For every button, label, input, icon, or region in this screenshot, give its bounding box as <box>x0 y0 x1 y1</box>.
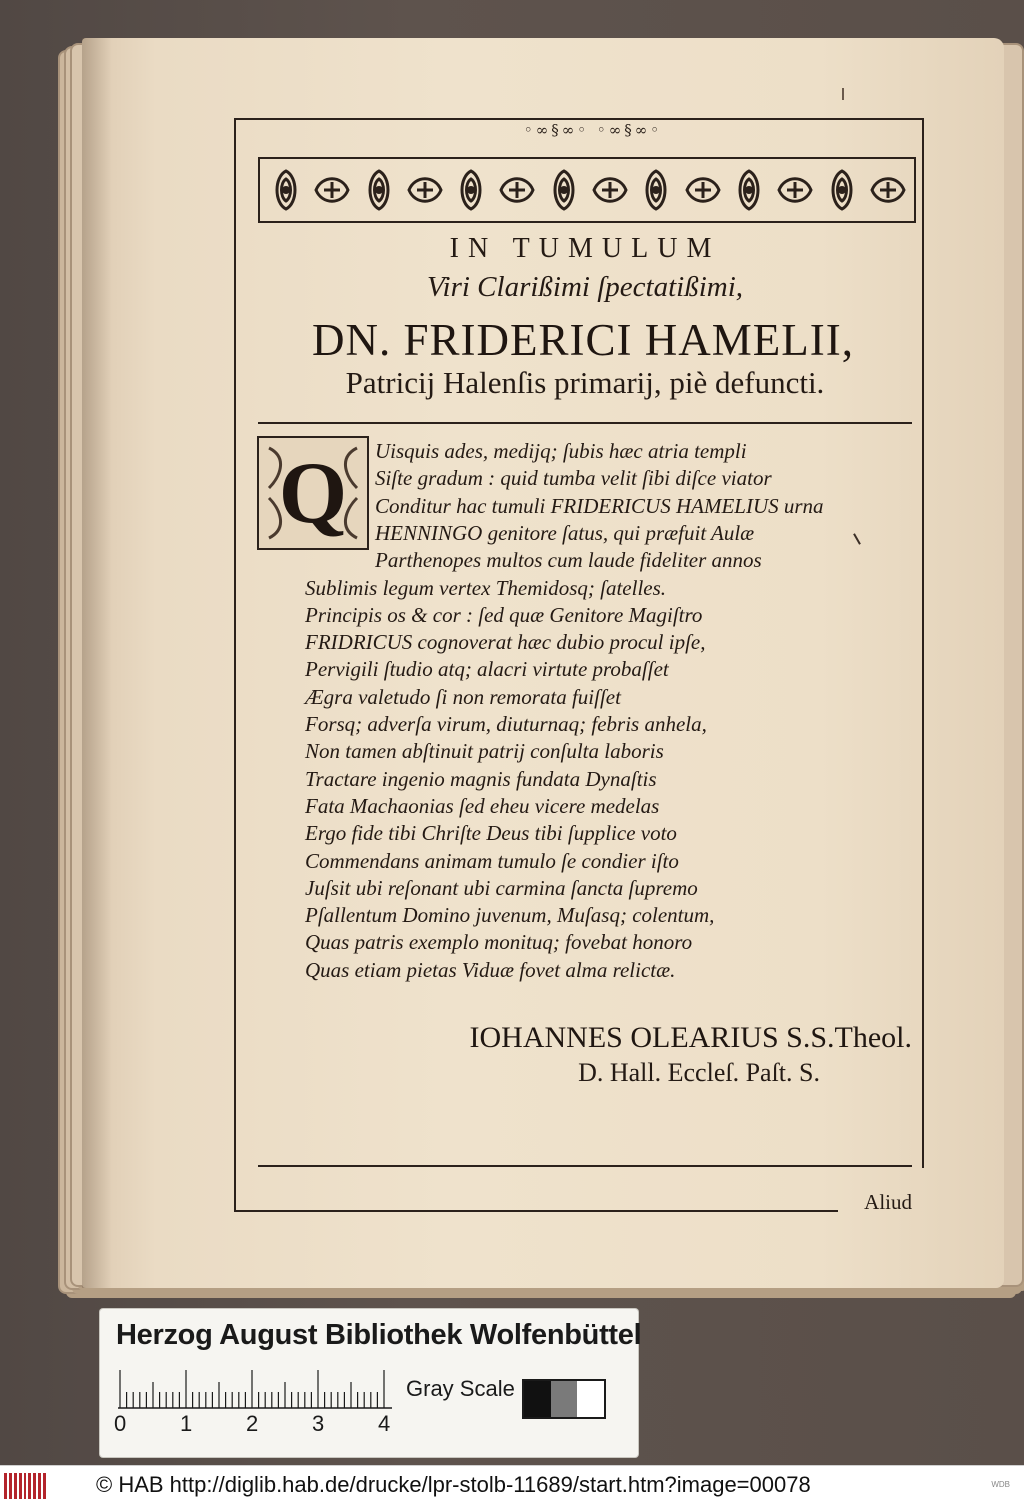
gray-swatch-gray <box>551 1381 578 1417</box>
ornamental-band <box>258 157 916 223</box>
color-reference-card <box>100 1309 642 1457</box>
poem-line: Pſallentum Domino juvenum, Muſasq; colentum, <box>305 903 715 928</box>
heading-rule <box>258 422 912 424</box>
frame-border-bottom-inner <box>258 1165 912 1167</box>
poem-line: Siſte gradum : quid tumba velit ſibi diſce viator <box>375 466 772 491</box>
author-title: D. Hall. Eccleſ. Paſt. S. <box>578 1058 820 1087</box>
heading-description: Patricij Halenſis primarij, piè defuncti. <box>345 365 825 400</box>
frame-border-bottom-outer <box>234 1210 838 1212</box>
poem-line: Non tamen abſtinuit patrij conſulta laboris <box>305 739 664 764</box>
ruler-number: 0 <box>114 1411 127 1436</box>
measuring-ruler <box>118 1369 392 1409</box>
poem-line: Parthenopes multos cum laude fideliter annos <box>375 548 762 573</box>
gray-swatch-black <box>524 1381 551 1417</box>
spine-shadow <box>82 38 112 1288</box>
ornament-tile-icon <box>773 165 817 215</box>
ornament-tile-icon <box>588 165 632 215</box>
ornament-tile-icon <box>542 165 586 215</box>
frame-border-right <box>922 118 924 1168</box>
decorated-initial <box>257 436 369 550</box>
poem-line: HENNINGO genitore ſatus, qui præfuit Aulæ <box>375 520 755 545</box>
ruler-number: 1 <box>180 1411 193 1436</box>
poem-line: Conditur hac tumuli FRIDERICUS HAMELIUS urna <box>375 493 824 518</box>
poem-line: Forsq; adverſa virum, diuturnaq; febris anhela, <box>305 712 707 736</box>
frame-border-top <box>234 118 924 120</box>
ornament-tile-icon <box>866 165 910 215</box>
initial-letter: Q <box>278 445 348 542</box>
poem-line: Fata Machaonias ſed eheu vicere medelas <box>305 793 660 818</box>
poem-line: Juſsit ubi reſonant ubi carmina ſancta ſupremo <box>305 875 698 900</box>
ornament-tile-icon <box>449 165 493 215</box>
author-signature: IOHANNES OLEARIUS S.S.Theol. <box>469 1021 912 1054</box>
poem-line: Ergo fide tibi Chriſte Deus tibi ſupplice voto <box>305 821 677 846</box>
frame-border-left <box>234 118 236 1212</box>
heading-in-tumulum: IN TUMULUM <box>449 233 721 264</box>
heading-dedication: Viri Clarißimi ſpectatißimi, <box>426 271 744 303</box>
gray-scale-label: Gray Scale <box>406 1376 515 1401</box>
copyright-url: © HAB http://diglib.hab.de/drucke/lpr-stolb-11689/start.htm?image=00078 <box>96 1472 811 1497</box>
ornament-tile-icon <box>820 165 864 215</box>
footer-mark: WDB <box>991 1480 1010 1489</box>
poem-line: Uisquis ades, medijq; ſubis hæc atria templi <box>375 439 747 463</box>
gray-scale-swatch <box>522 1379 606 1419</box>
library-name: Herzog August Bibliothek Wolfenbüttel <box>116 1319 642 1351</box>
ornament-tile-icon <box>495 165 539 215</box>
footer-bar <box>0 1465 1024 1506</box>
ruler-number: 2 <box>246 1411 259 1436</box>
poem-line: Commendans animam tumulo ſe condier iſto <box>305 848 679 873</box>
poem-line: Tractare ingenio magnis fundata Dynaſtis <box>305 766 657 791</box>
ornament-tile-icon <box>634 165 678 215</box>
ornament-tile-icon <box>310 165 354 215</box>
poem-line: Quas patris exemplo monituq; fovebat honoro <box>305 930 693 955</box>
ruler-number: 3 <box>312 1411 325 1436</box>
poem-line: Sublimis legum vertex Themidosq; ſatelles. <box>305 575 667 600</box>
ruler-number: 4 <box>378 1411 391 1436</box>
poem-line: Pervigili ſtudio atq; alacri virtute probaſſet <box>305 657 669 682</box>
poem-line: Quas etiam pietas Viduæ fovet alma relictæ. <box>305 957 676 982</box>
ornament-tile-icon <box>264 165 308 215</box>
ornament-tile-icon <box>681 165 725 215</box>
ornament-tile-icon <box>403 165 447 215</box>
hab-barcode-logo-icon <box>4 1473 46 1499</box>
gray-swatch-white <box>577 1381 604 1417</box>
page-mark <box>842 88 844 100</box>
catchword: Aliud <box>864 1190 912 1214</box>
ornament-tile-icon <box>727 165 771 215</box>
heading-name: DN. FRIDERICI HAMELII, <box>312 315 854 365</box>
poem-line: Ægra valetudo ſi non remorata fuiſſet <box>305 684 621 709</box>
small-ornament: ◦∞§∞◦ ◦∞§∞◦ <box>523 121 663 139</box>
poem-line: FRIDRICUS cognoverat hæc dubio procul ipſe, <box>305 630 706 655</box>
ornament-tile-icon <box>357 165 401 215</box>
poem-line: Principis os & cor : ſed quæ Genitore Magiſtro <box>305 602 703 627</box>
